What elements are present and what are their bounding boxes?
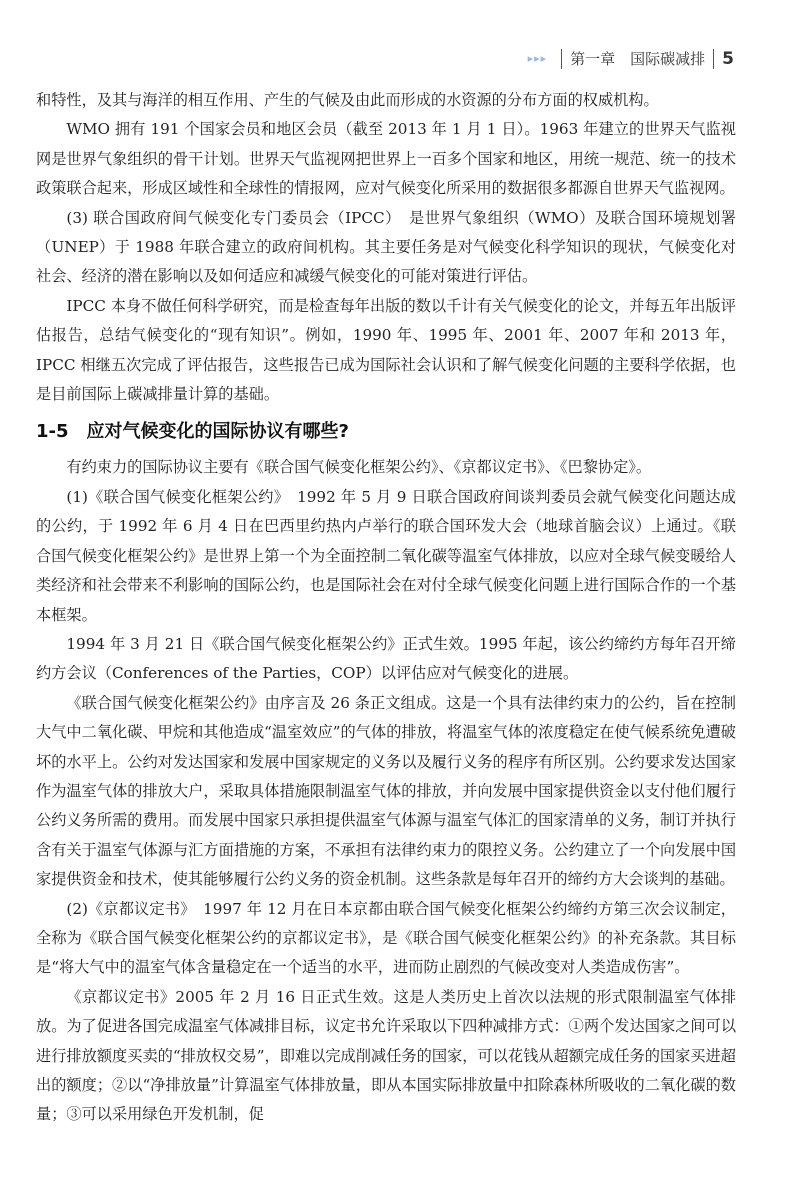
paragraph: (2)《京都议定书》 1997 年 12 月在日本京都由联合国气候变化框架公约缔约方第三次会议制定，全称为《联合国气候变化框架公约的京都议定书》，是《联合国气候变化框架公约》的补充条款。其目标是“将大气中的温室气体含量稳定在一个适当的水平，进而防止剧烈的气候改变对人类造成伤害”。: [36, 899, 736, 977]
header-divider: [561, 49, 562, 69]
page-number: 5: [722, 48, 734, 69]
paragraph: 1994 年 3 月 21 日《联合国气候变化框架公约》正式生效。1995 年起，该公约缔约方每年召开缔约方会议（Conferences of the Parties，COP）以评估应对气候变化的进展。: [36, 634, 736, 683]
paragraph: (3) 联合国政府间气候变化专门委员会（IPCC） 是世界气象组织（WMO）及联合国环境规划署（UNEP）于 1988 年联合建立的政府间机构。其主要任务是对气候变化科学知识的现状，气候变化对社会、经济的潜在影响以及如何适应和减缓气候变化的可能对策进行评估。: [36, 208, 736, 286]
header-arrows-icon: ▸▸▸: [527, 52, 548, 65]
section-number: 1-5: [36, 421, 69, 443]
paragraph: 《联合国气候变化框架公约》由序言及 26 条正文组成。这是一个具有法律约束力的公约，旨在控制大气中二氧化碳、甲烷和其他造成“温室效应”的气体的排放，将温室气体的浓度稳定在使气候系统免遭破坏的水平上。公约对发达国家和发展中国家规定的义务以及履行义务的程序有所区别。公约要求发达国家作为温室气体的排放大户，采取具体措施限制温室气体的排放，并向发展中国家提供资金以支付他们履行公约义务所需的费用。而发展中国家只承担提供温室气体源与温室气体汇的国家清单的义务，制订并执行含有关于温室气体源与汇方面措施的方案，不承担有法律约束力的限控义务。公约建立了一个向发展中国家提供资金和技术，使其能够履行公约义务的资金机制。这些条款是每年召开的缔约方大会谈判的基础。: [36, 693, 736, 889]
running-header: [528, 48, 734, 69]
paragraph: IPCC 本身不做任何科学研究，而是检查每年出版的数以千计有关气候变化的论文，并每五年出版评估报告，总结气候变化的“现有知识”。例如，1990 年、1995 年、2001 年、2007 年和 2013 年，IPCC 相继五次完成了评估报告，这些报告已成为国际社会认识和了解气候变化问题的主要科学依据，也是目前国际上碳减排量计算的基础。: [36, 296, 736, 404]
paragraph: 有约束力的国际协议主要有《联合国气候变化框架公约》、《京都议定书》、《巴黎协定》。: [66, 458, 652, 477]
section-title: 应对气候变化的国际协议有哪些?: [86, 421, 349, 443]
paragraph: WMO 拥有 191 个国家会员和地区会员（截至 2013 年 1 月 1 日）。1963 年建立的世界天气监视网是世界气象组织的骨干计划。世界天气监视网把世界上一百多个国家和地区，用统一规范、统一的技术政策联合起来，形成区域性和全球性的情报网，应对气候变化所采用的数据很多都源自世界天气监视网。: [36, 120, 736, 198]
chapter-title: 第一章 国际碳减排: [570, 50, 706, 68]
section-heading: [36, 415, 736, 449]
paragraph: 《京都议定书》2005 年 2 月 16 日正式生效。这是人类历史上首次以法规的形式限制温室气体排放。为了促进各国完成温室气体减排目标，议定书允许采取以下四种减排方式：①两个发达国家之间可以进行排放额度买卖的“排放权交易”，即难以完成削减任务的国家，可以花钱从超额完成任务的国家买进超出的额度；②以“净排放量”计算温室气体排放量，即从本国实际排放量中扣除森林所吸收的二氧化碳的数量；③可以采用绿色开发机制，促: [36, 987, 736, 1124]
body-text: [36, 86, 736, 1130]
paragraph: 和特性，及其与海洋的相互作用、产生的气候及由此而形成的水资源的分布方面的权威机构。: [36, 91, 659, 109]
paragraph: (1)《联合国气候变化框架公约》 1992 年 5 月 9 日联合国政府间谈判委员会就气候变化问题达成的公约，于 1992 年 6 月 4 日在巴西里约热内卢举行的联合国环发大会（地球首脑会议）上通过。《联合国气候变化框架公约》是世界上第一个为全面控制二氧化碳等温室气体排放，以应对全球气候变暖给人类经济和社会带来不利影响的国际公约，也是国际社会在对付全球气候变化问题上进行国际合作的一个基本框架。: [36, 487, 736, 624]
header-divider: [713, 49, 714, 69]
